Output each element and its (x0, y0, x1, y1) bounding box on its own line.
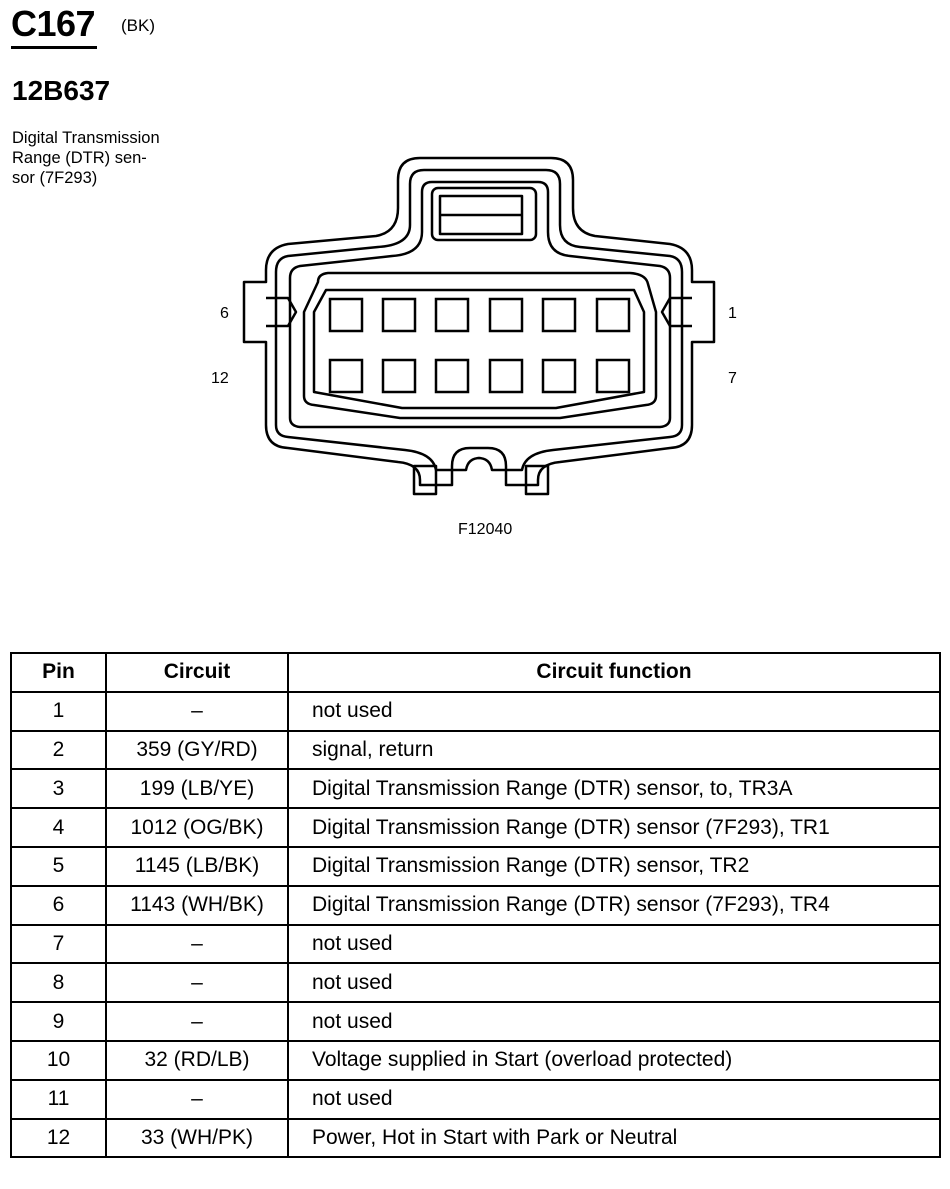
table-row (11, 731, 940, 770)
pin-number: 7 (11, 925, 106, 964)
circuit-function: Digital Transmission Range (DTR) sensor (7F293), TR1 (288, 808, 940, 847)
table-row (11, 1119, 940, 1158)
table-row (11, 1080, 940, 1119)
table-row (11, 692, 940, 731)
circuit: 33 (WH/PK) (106, 1119, 288, 1158)
right-side-tab (662, 298, 692, 326)
pin-number: 10 (11, 1041, 106, 1080)
pin-label-top-right: 1 (728, 305, 737, 322)
circuit-function: not used (288, 692, 940, 731)
circuit-function: Power, Hot in Start with Park or Neutral (288, 1119, 940, 1158)
circuit: – (106, 925, 288, 964)
table-header-row (11, 653, 940, 692)
connector-color: (BK) (121, 16, 155, 35)
connector-id: C167 (11, 3, 96, 44)
circuit-function: not used (288, 963, 940, 1002)
header-circuit: Circuit (106, 653, 288, 692)
table-row (11, 847, 940, 886)
circuit-function: not used (288, 1080, 940, 1119)
pin-cavity-inner (314, 290, 644, 408)
pin-number: 3 (11, 769, 106, 808)
pin-cavity-2 (543, 299, 575, 331)
pin-number: 12 (11, 1119, 106, 1158)
pin-cavity-frame (304, 273, 656, 418)
pin-number: 6 (11, 886, 106, 925)
pin-number: 11 (11, 1080, 106, 1119)
pin-cavity-4 (436, 299, 468, 331)
header-pin: Pin (11, 653, 106, 692)
pin-cavity-10 (436, 360, 468, 392)
circuit-function: Digital Transmission Range (DTR) sensor, TR2 (288, 847, 940, 886)
table-row (11, 963, 940, 1002)
description-line-1: Digital Transmission (12, 129, 160, 147)
pin-label-bottom-right: 7 (728, 370, 737, 387)
pin-cavity-8 (543, 360, 575, 392)
circuit: 1143 (WH/BK) (106, 886, 288, 925)
table-row (11, 769, 940, 808)
circuit-function: Digital Transmission Range (DTR) sensor (7F293), TR4 (288, 886, 940, 925)
circuit: 1012 (OG/BK) (106, 808, 288, 847)
table-row (11, 1041, 940, 1080)
table-row (11, 886, 940, 925)
pin-cavity-1 (597, 299, 629, 331)
pin-table (10, 652, 941, 1158)
pin-cavity-12 (330, 360, 362, 392)
pin-number: 1 (11, 692, 106, 731)
pin-number: 4 (11, 808, 106, 847)
pin-number: 2 (11, 731, 106, 770)
pin-label-top-left: 6 (220, 305, 229, 322)
part-number: 12B637 (12, 75, 111, 106)
pin-cavity-5 (383, 299, 415, 331)
pin-cavity-3 (490, 299, 522, 331)
circuit: 199 (LB/YE) (106, 769, 288, 808)
circuit: – (106, 963, 288, 1002)
pin-label-bottom-left: 12 (211, 370, 229, 387)
circuit-function: Voltage supplied in Start (overload protected) (288, 1041, 940, 1080)
circuit-function: signal, return (288, 731, 940, 770)
circuit: 32 (RD/LB) (106, 1041, 288, 1080)
figure-id: F12040 (458, 521, 513, 538)
circuit: – (106, 1002, 288, 1041)
pin-cavity-11 (383, 360, 415, 392)
pin-number: 5 (11, 847, 106, 886)
housing-seal (290, 182, 670, 427)
left-side-tab (266, 298, 296, 326)
header-function: Circuit function (288, 653, 940, 692)
description-line-3: sor (7F293) (12, 169, 98, 187)
table-row (11, 1002, 940, 1041)
circuit-function: not used (288, 925, 940, 964)
pin-number: 9 (11, 1002, 106, 1041)
description-line-2: Range (DTR) sen- (12, 149, 147, 167)
circuit-function: not used (288, 1002, 940, 1041)
pin-cavity-6 (330, 299, 362, 331)
circuit: 1145 (LB/BK) (106, 847, 288, 886)
pin-cavity-7 (597, 360, 629, 392)
circuit: 359 (GY/RD) (106, 731, 288, 770)
pin-cavity-9 (490, 360, 522, 392)
table-row (11, 925, 940, 964)
circuit: – (106, 1080, 288, 1119)
pin-number: 8 (11, 963, 106, 1002)
table-row (11, 808, 940, 847)
circuit-function: Digital Transmission Range (DTR) sensor, to, TR3A (288, 769, 940, 808)
circuit: – (106, 692, 288, 731)
